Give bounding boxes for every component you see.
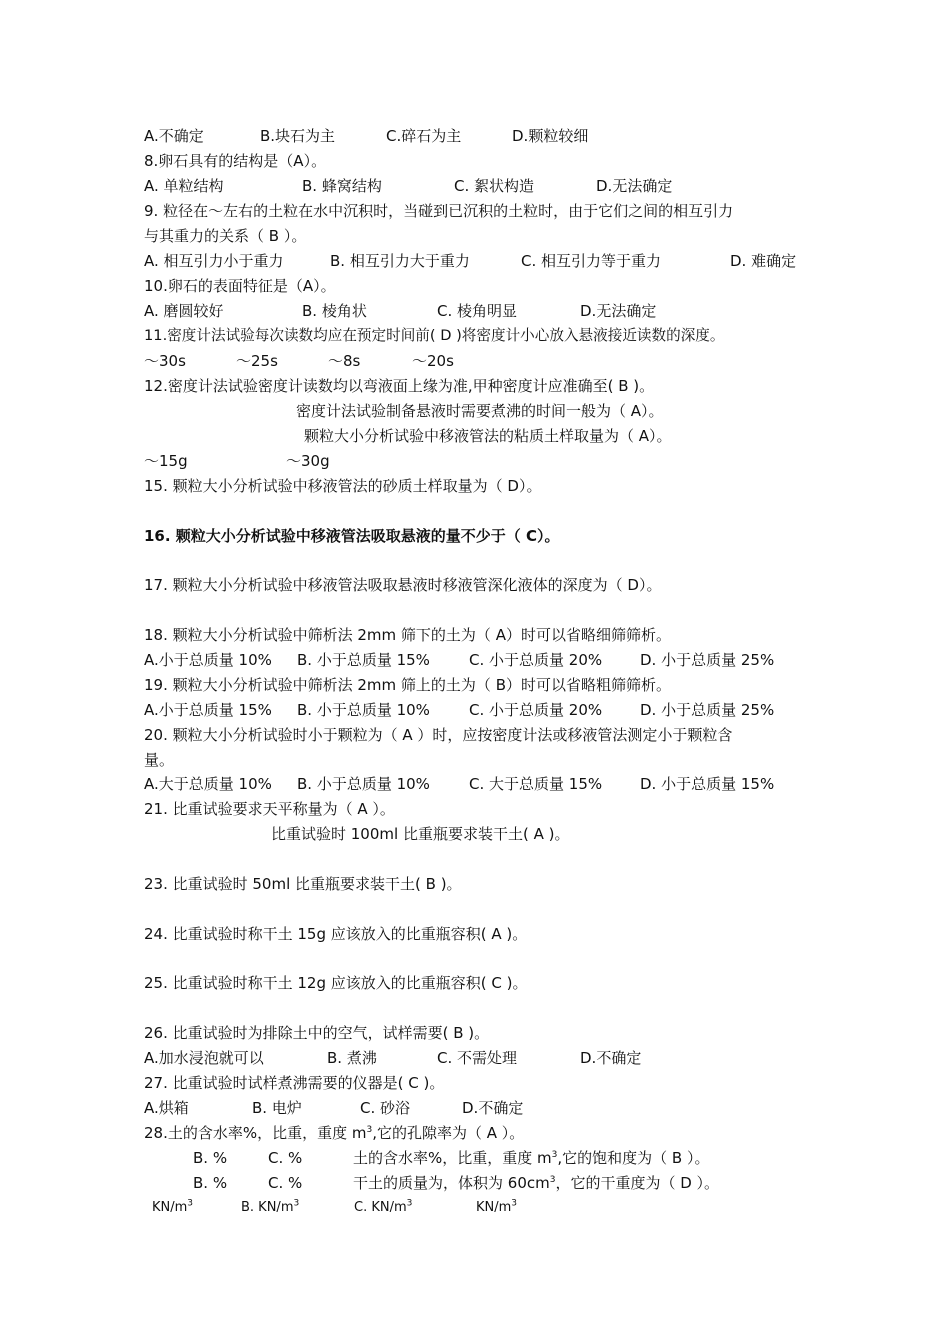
option-b: ～25s	[236, 352, 278, 370]
question-20: 20. 颗粒大小分析试验时小于颗粒为（ A ）时，应按密度计法或移液管法测定小于颗粒含	[144, 726, 733, 744]
question-20-cont: 量。	[144, 751, 175, 769]
option-d: D. 小于总质量 15%	[640, 775, 775, 793]
question-25: 25. 比重试验时称干土 12g 应该放入的比重瓶容积( C )。	[144, 974, 528, 992]
option-a	[152, 1198, 193, 1218]
option-b: B. 煮沸	[327, 1049, 377, 1067]
question-13: 密度计法试验制备悬液时需要煮沸的时间一般为（ A）。	[296, 402, 664, 420]
option-b-text: B. KN/m	[241, 1200, 294, 1215]
option-d: D.不确定	[580, 1049, 642, 1067]
option-b: B. %	[193, 1174, 228, 1192]
question-8: 8.卵石具有的结构是（A）。	[144, 152, 327, 170]
option-c: C. 相互引力等于重力	[521, 252, 662, 270]
superscript-3: 3	[293, 1198, 300, 1209]
option-d	[476, 1198, 517, 1218]
option-d: D.无法确定	[596, 177, 673, 195]
option-c	[354, 1198, 412, 1218]
option-d: D.颗粒较细	[512, 127, 589, 145]
question-12: 12.密度计法试验密度计读数均以弯液面上缘为准,甲种密度计应准确至( B )。	[144, 377, 655, 395]
option-b: B. 棱角状	[302, 302, 367, 320]
option-a: A.大于总质量 10%	[144, 775, 272, 793]
option-b: B. %	[193, 1149, 228, 1167]
question-24: 24. 比重试验时称干土 15g 应该放入的比重瓶容积( A )。	[144, 925, 528, 943]
question-9: 9. 粒径在～左右的土粒在水中沉积时，当碰到已沉积的土粒时，由于它们之间的相互引力	[144, 202, 734, 220]
question-9-cont: 与其重力的关系（ B ）。	[144, 227, 307, 245]
question-17: 17. 颗粒大小分析试验中移液管法吸取悬液时移液管深化液体的深度为（ D）。	[144, 576, 662, 594]
option-c: C. 砂浴	[360, 1099, 411, 1117]
option-b: B. 相互引力大于重力	[330, 252, 470, 270]
option-c: C. 棱角明显	[437, 302, 518, 320]
option-a: A.不确定	[144, 127, 204, 145]
superscript-3: 3	[511, 1198, 518, 1209]
question-14: 颗粒大小分析试验中移液管法的粘质土样取量为（ A）。	[304, 427, 672, 445]
option-b	[241, 1198, 299, 1218]
superscript-3: 3	[366, 1125, 373, 1135]
question-15: 15. 颗粒大小分析试验中移液管法的砂质土样取量为（ D）。	[144, 477, 542, 495]
option-a: A.加水浸泡就可以	[144, 1049, 264, 1067]
option-a-text: KN/m	[152, 1200, 188, 1215]
question-10: 10.卵石的表面特征是（A）。	[144, 277, 336, 295]
option-c: C. 大于总质量 15%	[469, 775, 603, 793]
option-a: A. 相互引力小于重力	[144, 252, 284, 270]
question-29	[353, 1148, 709, 1168]
question-23: 23. 比重试验时 50ml 比重瓶要求装干土( B )。	[144, 875, 462, 893]
question-30-text-end: ，它的干重度为（ D ）。	[555, 1174, 720, 1192]
question-27: 27. 比重试验时试样煮沸需要的仪器是( C )。	[144, 1074, 445, 1092]
question-28-text: 28.土的含水率%，比重，重度 m	[144, 1124, 367, 1142]
superscript-3: 3	[549, 1175, 556, 1185]
option-c-text: C. KN/m	[354, 1200, 407, 1215]
question-28	[144, 1123, 524, 1143]
option-a: A.小于总质量 10%	[144, 651, 272, 669]
option-c: C. 小于总质量 20%	[469, 651, 603, 669]
question-16: 16. 颗粒大小分析试验中移液管法吸取悬液的量不少于（ C）。	[144, 527, 560, 545]
option-a: A. 磨圆较好	[144, 302, 224, 320]
question-22: 比重试验时 100ml 比重瓶要求装干土( A )。	[271, 825, 570, 843]
option-d: ～20s	[412, 352, 454, 370]
option-c: C. %	[268, 1149, 303, 1167]
option-d: D. 小于总质量 25%	[640, 651, 775, 669]
option-a: A.烘箱	[144, 1099, 189, 1117]
option-c: C. %	[268, 1174, 303, 1192]
question-29-text: 土的含水率%，比重，重度 m	[353, 1149, 552, 1167]
option-d-text: KN/m	[476, 1200, 512, 1215]
option-b: B.块石为主	[260, 127, 336, 145]
option-a: ～15g	[144, 452, 188, 470]
superscript-3: 3	[187, 1198, 194, 1209]
option-b: B. 小于总质量 10%	[297, 701, 430, 719]
option-d: D. 小于总质量 25%	[640, 701, 775, 719]
option-b: B. 小于总质量 15%	[297, 651, 430, 669]
superscript-3: 3	[551, 1150, 558, 1160]
question-26: 26. 比重试验时为排除土中的空气，试样需要( B )。	[144, 1024, 490, 1042]
question-18: 18. 颗粒大小分析试验中筛析法 2mm 筛下的土为（ A）时可以省略细筛筛析。	[144, 626, 671, 644]
option-c: C.碎石为主	[386, 127, 462, 145]
option-b: ～30g	[286, 452, 330, 470]
question-30	[353, 1173, 719, 1193]
option-c: C. 不需处理	[437, 1049, 518, 1067]
option-d: D.无法确定	[580, 302, 657, 320]
question-28-text-end: ,它的孔隙率为（ A ）。	[372, 1124, 525, 1142]
superscript-3: 3	[406, 1198, 413, 1209]
question-19: 19. 颗粒大小分析试验中筛析法 2mm 筛上的土为（ B）时可以省略粗筛筛析。	[144, 676, 671, 694]
question-21: 21. 比重试验要求天平称量为（ A ）。	[144, 800, 395, 818]
option-c: C. 絮状构造	[454, 177, 535, 195]
option-d: D.不确定	[462, 1099, 524, 1117]
option-c: ～8s	[328, 352, 361, 370]
option-d: D. 难确定	[730, 252, 797, 270]
option-a: ～30s	[144, 352, 186, 370]
option-b: B. 电炉	[252, 1099, 302, 1117]
option-a: A.小于总质量 15%	[144, 701, 272, 719]
option-b: B. 小于总质量 10%	[297, 775, 430, 793]
question-11: 11.密度计法试验每次读数均应在预定时间前( D )将密度计小心放入悬液接近读数的深度。	[144, 327, 725, 344]
option-c: C. 小于总质量 20%	[469, 701, 603, 719]
question-29-text-end: ,它的饱和度为（ B ）。	[557, 1149, 710, 1167]
option-b: B. 蜂窝结构	[302, 177, 382, 195]
question-30-text: 干土的质量为，体积为 60cm	[353, 1174, 550, 1192]
option-a: A. 单粒结构	[144, 177, 224, 195]
